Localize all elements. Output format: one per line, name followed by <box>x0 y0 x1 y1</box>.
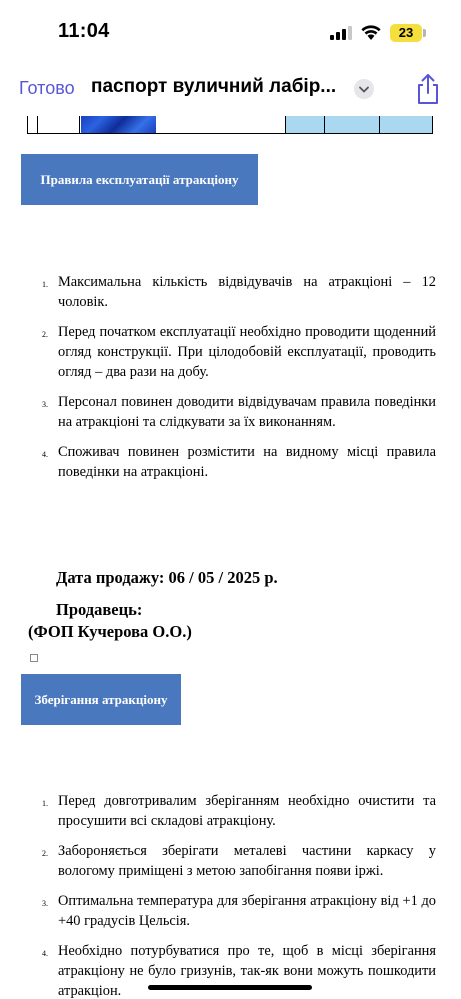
storage-rules-list <box>42 791 436 999</box>
wifi-icon <box>360 23 382 41</box>
seller-label: Продавець: <box>56 600 143 619</box>
list-item: 2. Забороняється зберігати металеві частини каркасу у вологому приміщені з метою запобігання появи іржі. <box>42 843 436 879</box>
status-bar <box>0 0 461 62</box>
section-heading-operation: Правила експлуатації атракціону <box>21 154 258 205</box>
rope-image <box>81 116 156 133</box>
battery-tip <box>423 29 426 37</box>
document-page[interactable] <box>0 116 461 999</box>
list-item: 4. Необхідно потурбуватися про те, щоб в місці зберігання атракціону не було гризунів, так-як вони можуть пошкодити атракціон. <box>42 943 436 999</box>
table-cell <box>286 116 325 133</box>
list-item: 1. Максимальна кількість відвідувачів на атракціоні – 12 чоловік. <box>42 274 436 310</box>
done-button[interactable]: Готово <box>19 78 75 98</box>
operation-rules-list <box>42 272 436 492</box>
table-cell <box>380 116 432 133</box>
document-header <box>0 62 461 116</box>
table-cell <box>158 116 286 133</box>
signal-icon <box>330 26 352 40</box>
list-item: 3. Оптимальна температура для зберігання атракціону від +1 до +40 градусів Цельсія. <box>42 893 436 929</box>
sale-date: Дата продажу: 06 / 05 / 2025 р. <box>56 568 278 587</box>
share-icon[interactable] <box>414 73 442 105</box>
list-item: 3. Персонал повинен доводити відвідувачам правила поведінки на атракціоні та слідкувати за їх виконанням. <box>42 394 436 430</box>
chevron-down-icon[interactable] <box>354 79 374 99</box>
home-indicator[interactable] <box>148 985 312 990</box>
table-cell <box>28 116 38 133</box>
status-time: 11:04 <box>58 20 110 42</box>
table-cell <box>38 116 80 133</box>
battery-icon: 23 <box>390 24 422 42</box>
section-heading-storage: Зберігання атракціону <box>21 674 181 725</box>
list-item: 2. Перед початком експлуатації необхідно проводити щоденний огляд конструкції. При цілодобовій експлуатації, проводить огляд – два рази на добу. <box>42 324 436 380</box>
list-item: 4. Споживач повинен розмістити на видному місці правила поведінки на атракціоні. <box>42 444 436 480</box>
document-title[interactable]: паспорт вуличний лабір... <box>91 76 337 97</box>
list-item: 1. Перед довготривалим зберіганням необхідно очистити та просушити всі складові атракціону. <box>42 793 436 829</box>
table-cell <box>325 116 380 133</box>
placeholder-box-icon <box>30 654 38 662</box>
seller-name: (ФОП Кучерова О.О.) <box>28 622 192 641</box>
